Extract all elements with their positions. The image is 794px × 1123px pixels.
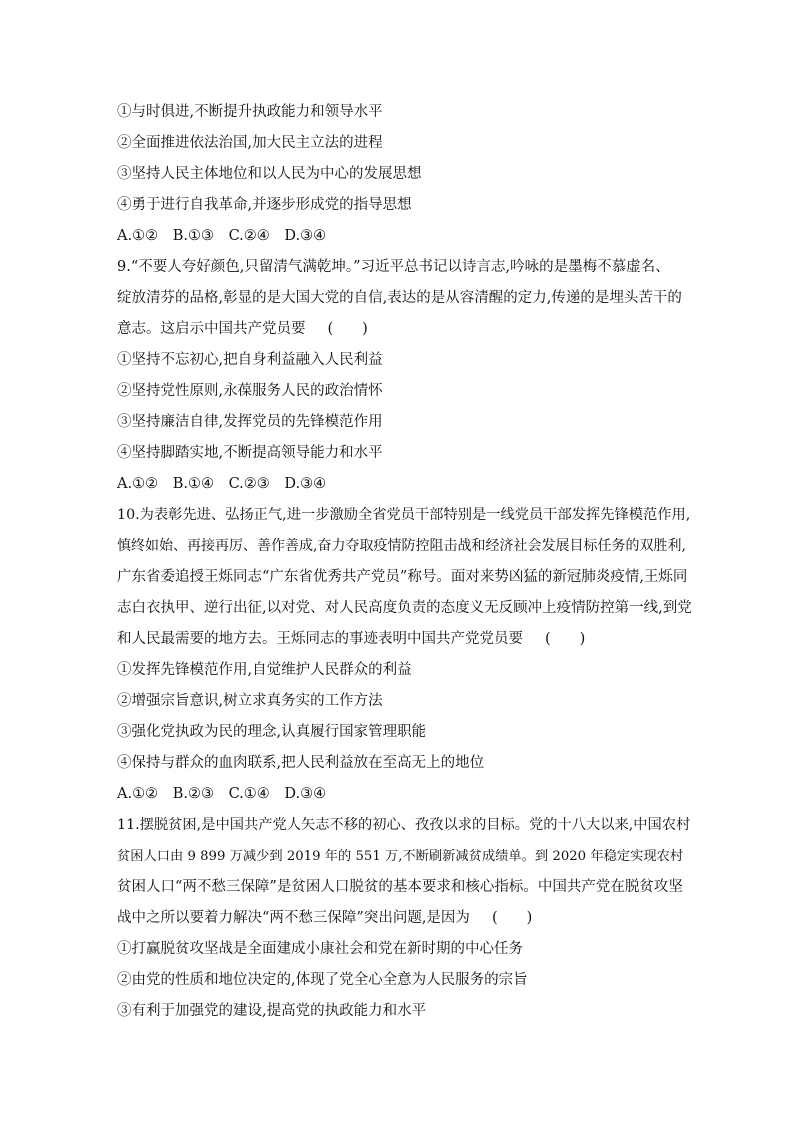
question-stem-line: [117, 624, 692, 655]
option-line: ④保持与群众的血肉联系,把人民利益放在至高无上的地位: [117, 755, 485, 771]
question-stem-line: 志白衣执甲、逆行出征,以对党、对人民高度负责的态度义无反顾冲上疫情防控第一线,到党: [117, 600, 692, 616]
answer-choices: [117, 221, 692, 252]
option-line: ②全面推进依法治国,加大民主立法的进程: [117, 135, 383, 151]
option-line: ③坚持人民主体地位和以人民为中心的发展思想: [117, 166, 422, 182]
stem-text: 意志。这启示中国共产党员要: [117, 321, 306, 337]
choice-b: B.②③: [172, 786, 214, 802]
option-line: ④坚持脚踏实地,不断提高领导能力和水平: [117, 445, 383, 461]
option-line: ①打赢脱贫攻坚战是全面建成小康社会和党在新时期的中心任务: [117, 941, 523, 957]
choice-d: D.③④: [284, 786, 327, 802]
question-stem-line: 贫困人口“两不愁三保障”是贫困人口脱贫的基本要求和核心指标。中国共产党在脱贫攻坚: [117, 879, 683, 895]
question-stem-line: 绽放清芬的品格,彰显的是大国大党的自信,表达的是从容清醒的定力,传递的是埋头苦干的: [117, 290, 682, 306]
stem-text: 战中之所以要着力解决“两不愁三保障”突出问题,是因为: [117, 910, 470, 926]
question-8-continued: [117, 97, 692, 252]
question-9: [117, 252, 692, 500]
option-line: ③有利于加强党的建设,提高党的执政能力和水平: [117, 1003, 427, 1019]
choice-b: B.①③: [172, 228, 214, 244]
option-line: ③坚持廉洁自律,发挥党员的先锋模范作用: [117, 414, 383, 430]
choice-c: C.②④: [228, 228, 270, 244]
answer-blank: ( ): [327, 321, 368, 337]
option-line: ①发挥先锋模范作用,自觉维护人民群众的利益: [117, 662, 412, 678]
option-line: ②坚持党性原则,永葆服务人民的政治情怀: [117, 383, 383, 399]
question-stem-line: [117, 314, 692, 345]
question-stem-line: 贫困人口由 9 899 万减少到 2019 年的 551 万,不断刷新减贫成绩单。到 2020 年稳定实现农村: [117, 849, 684, 864]
choice-d: D.③④: [284, 228, 327, 244]
choice-a: A.①②: [117, 228, 159, 244]
question-stem-line: [117, 903, 692, 934]
question-stem-line: 11.摆脱贫困,是中国共产党人矢志不移的初心、孜孜以求的目标。党的十八大以来,中国农村: [117, 817, 691, 833]
choice-a: A.①②: [117, 476, 159, 492]
question-11: [117, 810, 692, 1027]
choice-b: B.①④: [172, 476, 214, 492]
answer-blank: ( ): [545, 631, 586, 647]
answer-choices: [117, 469, 692, 500]
question-stem-line: 9.“不要人夸好颜色,只留清气满乾坤。”习近平总书记以诗言志,吟咏的是墨梅不慕虚名、: [117, 259, 670, 275]
question-stem-line: 10.为表彰先进、弘扬正气,进一步激励全省党员干部特别是一线党员干部发挥先锋模范作用,: [117, 507, 691, 523]
option-line: ②由党的性质和地位决定的,体现了党全心全意为人民服务的宗旨: [117, 972, 528, 988]
answer-blank: ( ): [491, 910, 533, 926]
question-10: [117, 500, 692, 810]
option-line: ③强化党执政为民的理念,认真履行国家管理职能: [117, 724, 427, 740]
answer-choices: [117, 779, 692, 810]
question-stem-line: 慎终如始、再接再厉、善作善成,奋力夺取疫情防控阻击战和经济社会发展目标任务的双胜利,: [117, 538, 686, 554]
question-stem-line: 广东省委追授王烁同志“广东省优秀共产党员”称号。面对来势凶猛的新冠肺炎疫情,王烁同: [117, 569, 688, 585]
option-line: ①与时俱进,不断提升执政能力和领导水平: [117, 104, 383, 120]
choice-c: C.②③: [228, 476, 270, 492]
option-line: ②增强宗旨意识,树立求真务实的工作方法: [117, 693, 383, 709]
option-line: ①坚持不忘初心,把自身利益融入人民利益: [117, 352, 383, 368]
choice-d: D.③④: [284, 476, 327, 492]
question-content: [117, 97, 692, 1027]
option-line: ④勇于进行自我革命,并逐步形成党的指导思想: [117, 197, 412, 213]
choice-c: C.①④: [228, 786, 270, 802]
stem-text: 和人民最需要的地方去。王烁同志的事迹表明中国共产党党员要: [117, 631, 523, 647]
choice-a: A.①②: [117, 786, 159, 802]
